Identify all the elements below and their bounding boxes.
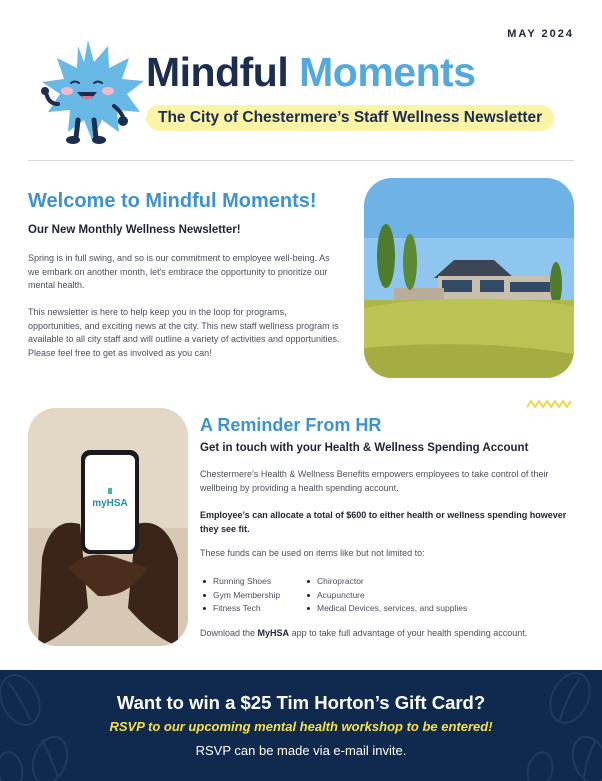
hr-paragraph-3: These funds can be used on items like but not limited to: [200,548,425,558]
hr-subheading: Get in touch with your Health & Wellness Spending Account [200,442,529,454]
download-prefix: Download the [200,628,258,638]
header-divider [28,160,574,161]
welcome-paragraph-2: This newsletter is here to help keep you in the loop for programs, opportunities, and exciting news at the city. This new staff wellness program is available to all city staff and will outline a variety of activities and opportunities. Please feel free to get as involved as you can! [28,307,340,358]
list-item: Fitness Tech [200,602,280,616]
hr-download-note [200,628,527,638]
welcome-paragraph-1: Spring is in full swing, and so is our commitment to employee well-being. As we embark on another month, let's embrace the opportunity to prioritize our mental health. [28,253,330,290]
city-building-photo [364,178,574,378]
issue-date: MAY 2024 [507,28,574,40]
decorative-squiggle [526,398,574,410]
footer-banner [0,670,602,781]
masthead-title-word-2: Moments [299,49,476,95]
rsvp-note: RSVP can be made via e-mail invite. [195,743,407,758]
download-suffix: app to take full advantage of your health spending account. [289,628,528,638]
masthead-title-word-1: Mindful [146,49,289,95]
welcome-title: Welcome to Mindful Moments! [28,190,317,212]
eligible-items-list-left [200,575,280,616]
list-item: Running Shoes [200,575,280,589]
phone-app-name: myHSA [92,498,128,509]
hr-title: A Reminder From HR [200,415,382,435]
giveaway-title: Want to win a $25 Tim Horton’s Gift Card? [116,692,486,713]
masthead-title [146,49,476,95]
list-item: Medical Devices, services, and supplies [304,602,467,616]
hr-paragraph-1: Chestermere’s Health & Wellness Benefits empowers employees to take control of their wellbeing by providing a health spending account. [200,469,549,493]
newsletter-subtitle: The City of Chestermere’s Staff Wellness Newsletter [146,105,554,131]
list-item: Acupuncture [304,589,467,603]
hr-paragraph-2: Employee’s can allocate a total of $600 to either health or wellness spending however they see fit. [200,510,567,534]
phone-app-photo [28,408,188,646]
mascot-star-icon [28,36,148,151]
list-item: Chiropractor [304,575,467,589]
list-item: Gym Membership [200,589,280,603]
eligible-items-list-right [304,575,467,616]
welcome-subheading: Our New Monthly Wellness Newsletter! [28,224,241,236]
myhsa-app-name: MyHSA [257,628,290,638]
workshop-cta: RSVP to our upcoming mental health workshop to be entered! [109,719,493,734]
